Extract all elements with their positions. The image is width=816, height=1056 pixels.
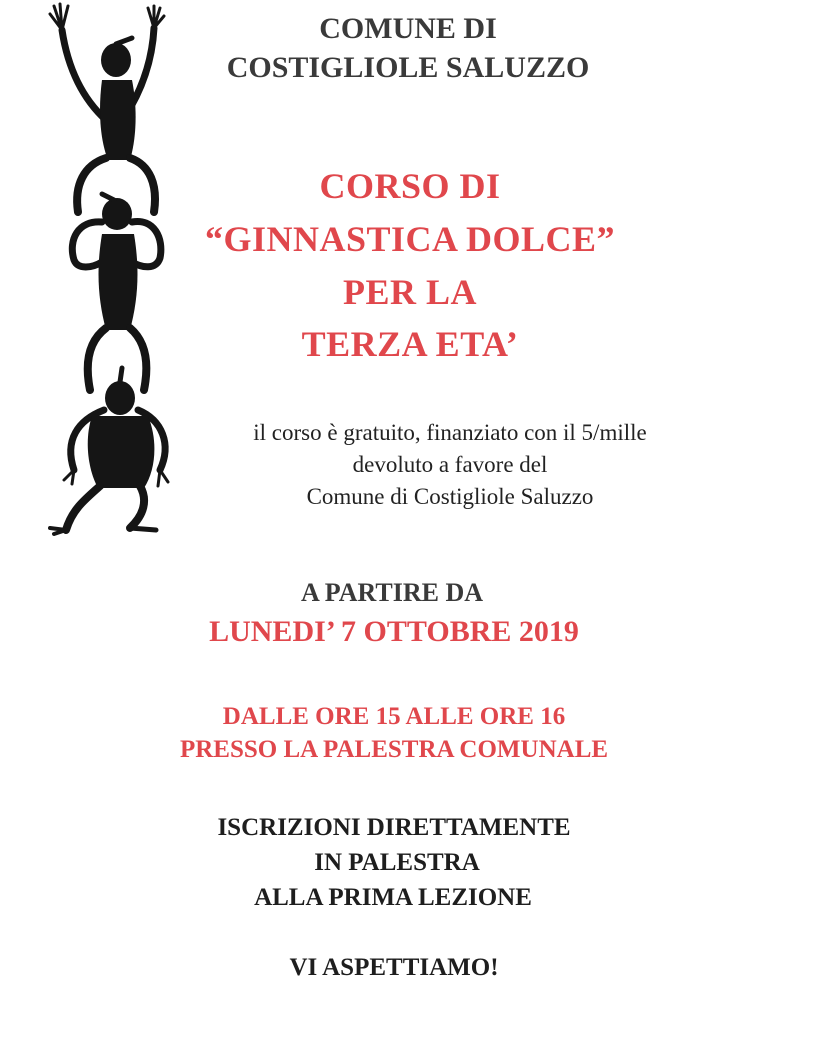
closing-message: VI ASPETTIAMO!	[289, 954, 499, 981]
header-line-comune: COMUNE DI	[319, 12, 497, 45]
schedule-hours: DALLE ORE 15 ALLE ORE 16	[222, 703, 566, 730]
schedule-place: PRESSO LA PALESTRA COMUNALE	[179, 736, 609, 763]
title-line-terza-eta: TERZA ETA’	[301, 324, 519, 364]
registration-line-iscrizioni: ISCRIZIONI DIRETTAMENTE	[217, 814, 571, 841]
start-label: A PARTIRE DA	[300, 578, 484, 607]
title-line-ginnastica: “GINNASTICA DOLCE”	[204, 219, 616, 259]
title-line-corso: CORSO DI	[319, 166, 501, 206]
info-line-devoluto: devoluto a favore del	[352, 452, 548, 477]
start-date: LUNEDI’ 7 OTTOBRE 2019	[209, 615, 579, 648]
info-line-gratuito: il corso è gratuito, finanziato con il 5/mille	[253, 420, 647, 445]
title-line-per-la: PER LA	[342, 272, 477, 312]
registration-line-lezione: ALLA PRIMA LEZIONE	[254, 884, 532, 911]
header-line-town: COSTIGLIOLE SALUZZO	[226, 51, 590, 84]
info-line-comune: Comune di Costigliole Saluzzo	[306, 484, 594, 509]
registration-line-palestra: IN PALESTRA	[314, 849, 480, 876]
